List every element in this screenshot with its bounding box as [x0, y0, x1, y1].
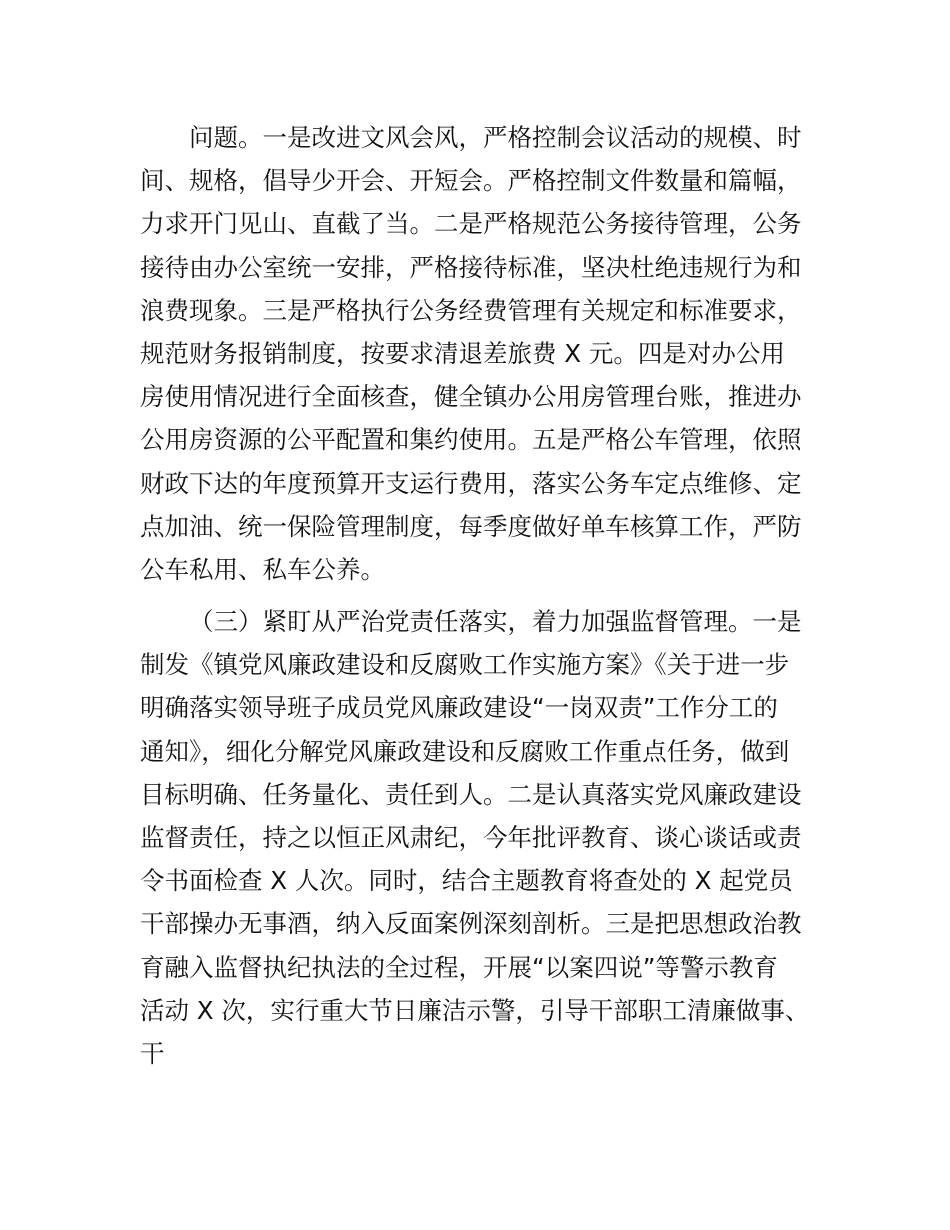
- paragraph-line: 制发《镇党风廉政建设和反腐败工作实施方案》《关于进一步: [140, 650, 790, 680]
- paragraph-line: 监督责任，持之以恒正风肃纪，今年批评教育、谈心谈话或责: [140, 823, 802, 852]
- paragraph-line: 点加油、统一保险管理制度，每季度做好单车核算工作，严防: [140, 511, 802, 541]
- paragraph-line: 房使用情况进行全面核查，健全镇办公用房管理台账，推进办: [140, 382, 802, 412]
- paragraph-line: 明确落实领导班子成员党风廉政建设“一岗双责”工作分工的: [140, 693, 778, 723]
- paragraph-spacer: [140, 591, 830, 600]
- paragraph-line: 间、规格，倡导少开会、开短会。严格控制文件数量和篇幅，: [140, 166, 802, 196]
- paragraph-line: 活动 X 次，实行重大节日廉洁示警，引导干部职工清廉做事、: [140, 995, 810, 1025]
- document-body: [140, 116, 830, 1075]
- paragraph-2: [140, 600, 830, 1075]
- paragraph-line: 问题。一是改进文风会风，严格控制会议活动的规模、时: [189, 123, 802, 152]
- paragraph-line: 干部操办无事酒，纳入反面案例深刻剖析。三是把思想政治教: [140, 909, 802, 939]
- paragraph-line: 规范财务报销制度，按要求清退差旅费 X 元。四是对办公用: [140, 338, 785, 368]
- paragraph-line: 目标明确、任务量化、责任到人。二是认真落实党风廉政建设: [140, 779, 802, 809]
- paragraph-line: 浪费现象。三是严格执行公务经费管理有关规定和标准要求，: [140, 295, 802, 325]
- paragraph-line: 令书面检查 X 人次。同时，结合主题教育将查处的 X 起党员: [140, 866, 793, 896]
- paragraph-line: 通知》，细化分解党风廉政建设和反腐败工作重点任务，做到: [140, 736, 790, 766]
- paragraph-line: 接待由办公室统一安排，严格接待标准，坚决杜绝违规行为和: [140, 252, 802, 282]
- paragraph-line: （三）紧盯从严治党责任落实，着力加强监督管理。一是: [189, 607, 802, 637]
- paragraph-1: [140, 116, 830, 591]
- paragraph-line: 育融入监督执纪执法的全过程，开展“以案四说”等警示教育: [140, 952, 778, 982]
- paragraph-line: 干: [140, 1038, 165, 1068]
- paragraph-line: 公车私用、私车公养。: [140, 554, 385, 584]
- paragraph-line: 公用房资源的公平配置和集约使用。五是严格公车管理，依照: [140, 425, 802, 455]
- paragraph-line: 力求开门见山、直截了当。二是严格规范公务接待管理，公务: [140, 209, 802, 239]
- paragraph-line: 财政下达的年度预算开支运行费用，落实公务车定点维修、定: [140, 468, 802, 498]
